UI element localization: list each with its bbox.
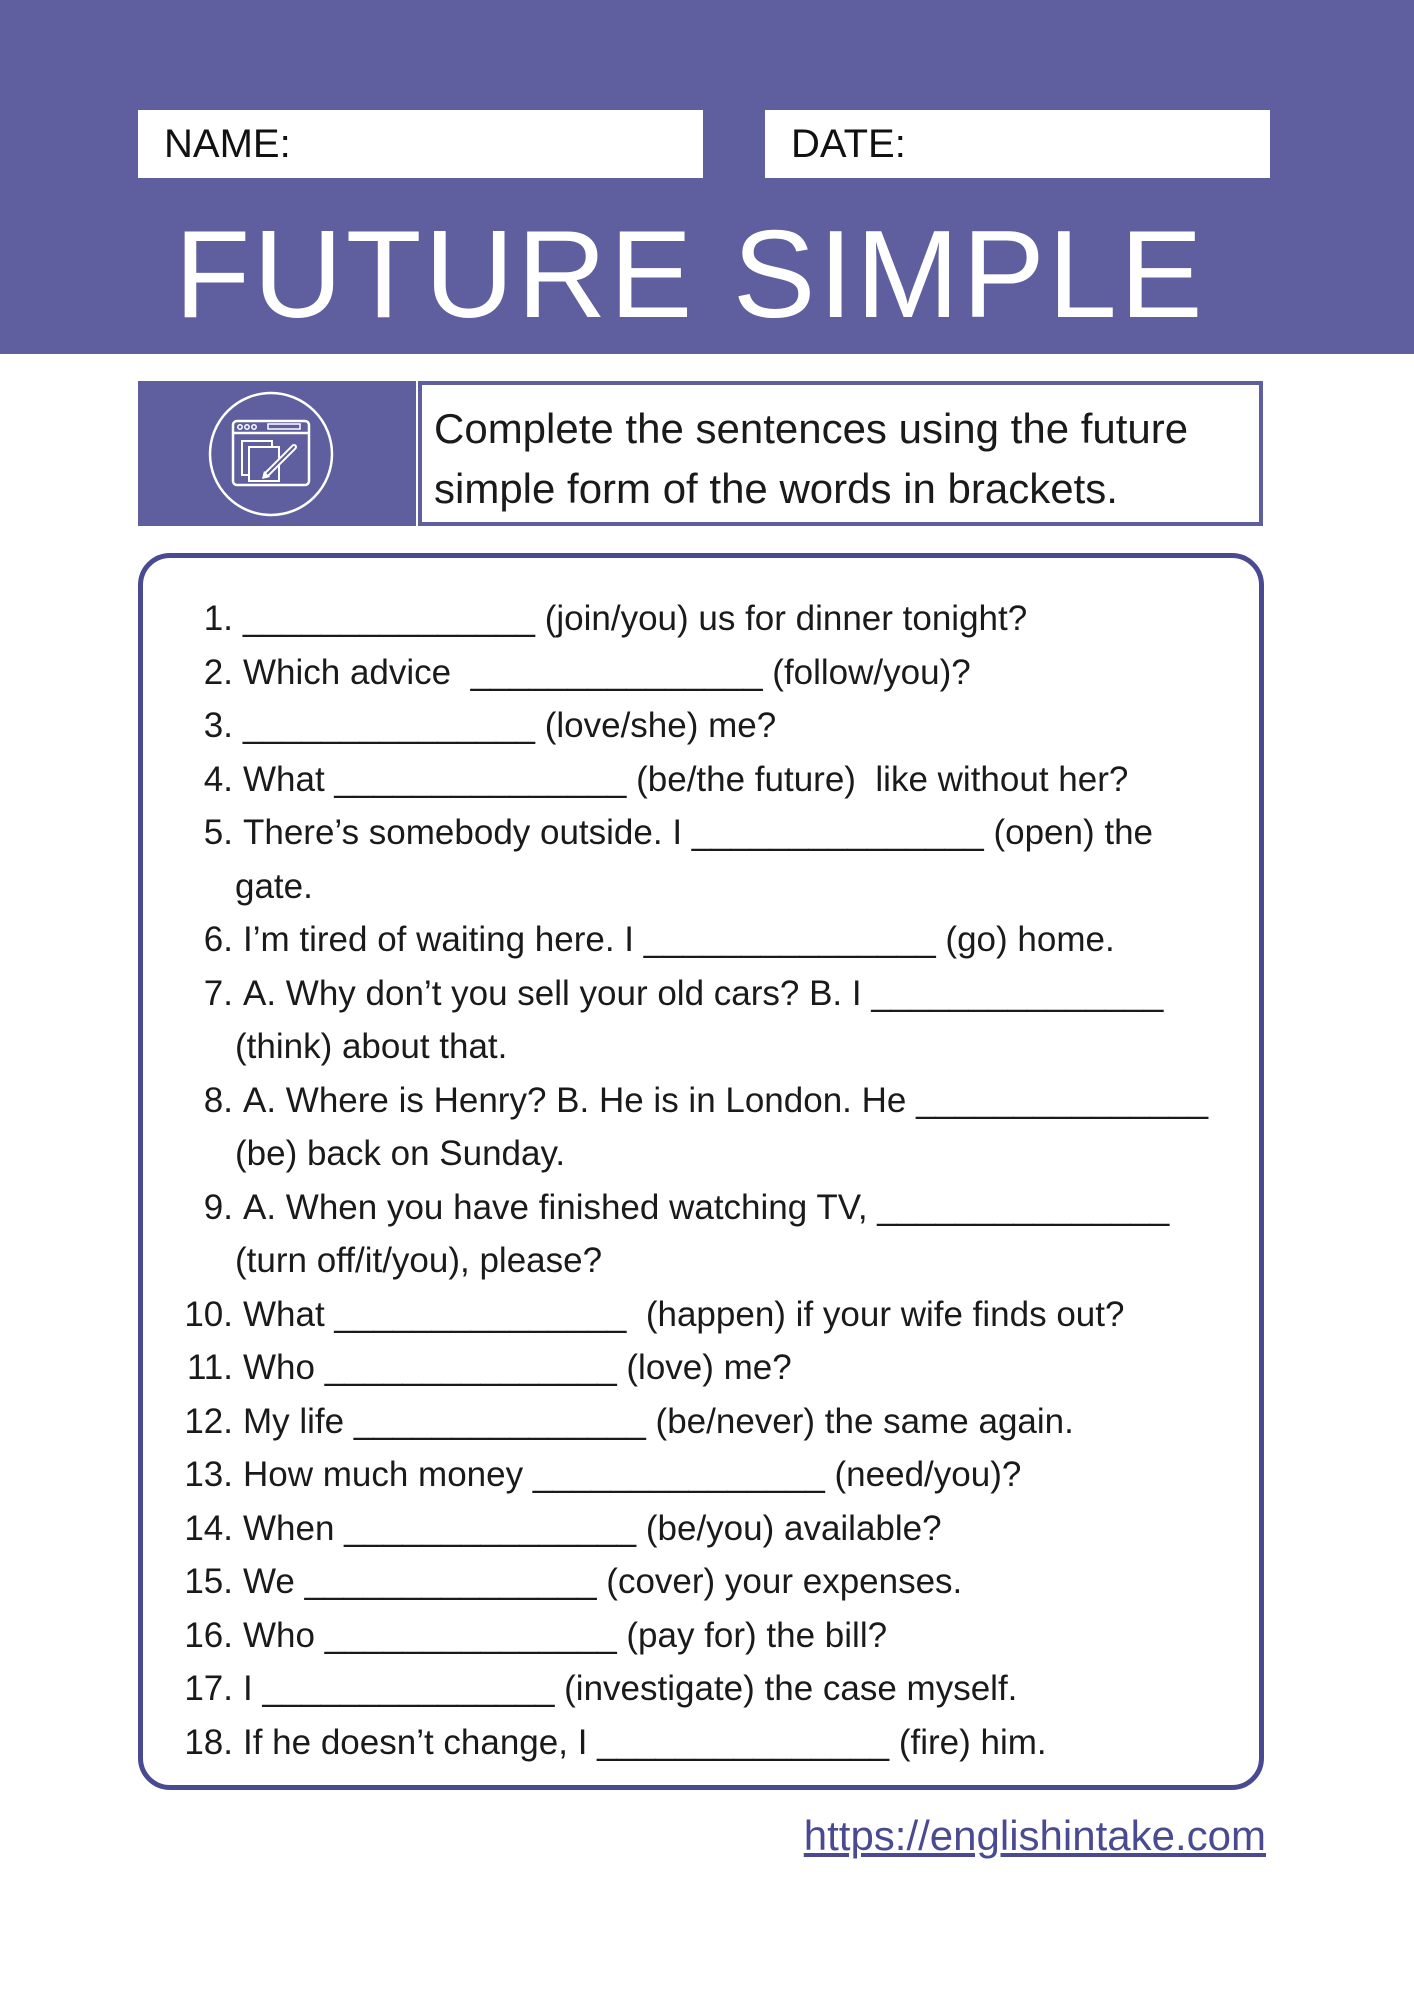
exercise-text: _______________ (love/she) me? [243,706,777,745]
exercise-text: How much money _______________ (need/you)? [243,1455,1022,1494]
exercise-list-box [138,553,1264,1790]
exercise-number: 5. [203,813,233,852]
exercise-number: 7. [203,973,233,1013]
exercise-number: 11. [186,1348,233,1387]
worksheet-title: FUTURE SIMPLE [174,206,1206,344]
exercise-text: A. When you have finished watching TV, _______________ [243,1187,1170,1227]
exercise-number: 9. [203,1187,233,1227]
exercise-number: 10. [184,1294,233,1334]
exercise-number: 12. [184,1401,233,1441]
exercise-text: I _______________ (investigate) the case myself. [243,1669,1018,1708]
exercise-number: 15. [184,1562,233,1601]
name-label: NAME: [164,122,291,166]
exercise-text: I’m tired of waiting here. I _______________ (go) home. [243,920,1115,959]
exercise-number: 17. [184,1669,233,1708]
exercise-text: Who _______________ (love) me? [243,1348,792,1387]
worksheet-pen-icon [206,389,336,519]
exercise-number: 13. [184,1455,233,1494]
exercise-text: _______________ (join/you) us for dinner tonight? [243,599,1028,638]
exercise-text: A. Why don’t you sell your old cars? B. I _______________ [243,973,1164,1013]
exercise-text: What _______________ (happen) if your wife finds out? [243,1294,1125,1334]
date-label: DATE: [791,122,906,166]
exercise-number: 3. [203,706,233,745]
exercise-number: 14. [184,1508,233,1548]
exercise-text: (think) about that. [235,1027,508,1066]
exercise-text: We _______________ (cover) your expenses. [243,1562,963,1601]
instructions-box [418,381,1263,526]
exercise-text: gate. [235,866,313,906]
name-field[interactable] [138,110,703,178]
instructions-line-1: Complete the sentences using the future [434,405,1189,452]
exercise-text: Who _______________ (pay for) the bill? [243,1615,888,1655]
exercise-text: My life _______________ (be/never) the same again. [243,1401,1074,1441]
exercise-text: (be) back on Sunday. [235,1134,566,1173]
exercise-number: 1. [203,599,233,638]
exercise-text: (turn off/it/you), please? [235,1241,603,1280]
exercise-number: 16. [184,1615,233,1655]
exercise-text: When _______________ (be/you) available? [243,1508,942,1548]
exercise-text: There’s somebody outside. I _______________ (open) the [243,813,1154,852]
instructions-icon-block [138,381,416,526]
exercise-number: 4. [203,759,233,799]
exercise-text: A. Where is Henry? B. He is in London. He _______________ [243,1080,1209,1120]
exercise-number: 6. [203,920,233,959]
header-band [0,0,1414,354]
exercise-number: 2. [203,652,233,692]
exercise-text: If he doesn’t change, I _______________ (fire) him. [243,1722,1047,1762]
date-field[interactable] [765,110,1270,178]
exercise-number: 18. [184,1722,233,1762]
exercise-text: What _______________ (be/the future) like without her? [243,759,1129,799]
website-link[interactable]: https://englishintake.com [803,1812,1266,1859]
exercise-text: Which advice _______________ (follow/you)? [243,652,971,692]
instructions-line-2: simple form of the words in brackets. [434,465,1118,512]
exercise-number: 8. [203,1080,233,1120]
